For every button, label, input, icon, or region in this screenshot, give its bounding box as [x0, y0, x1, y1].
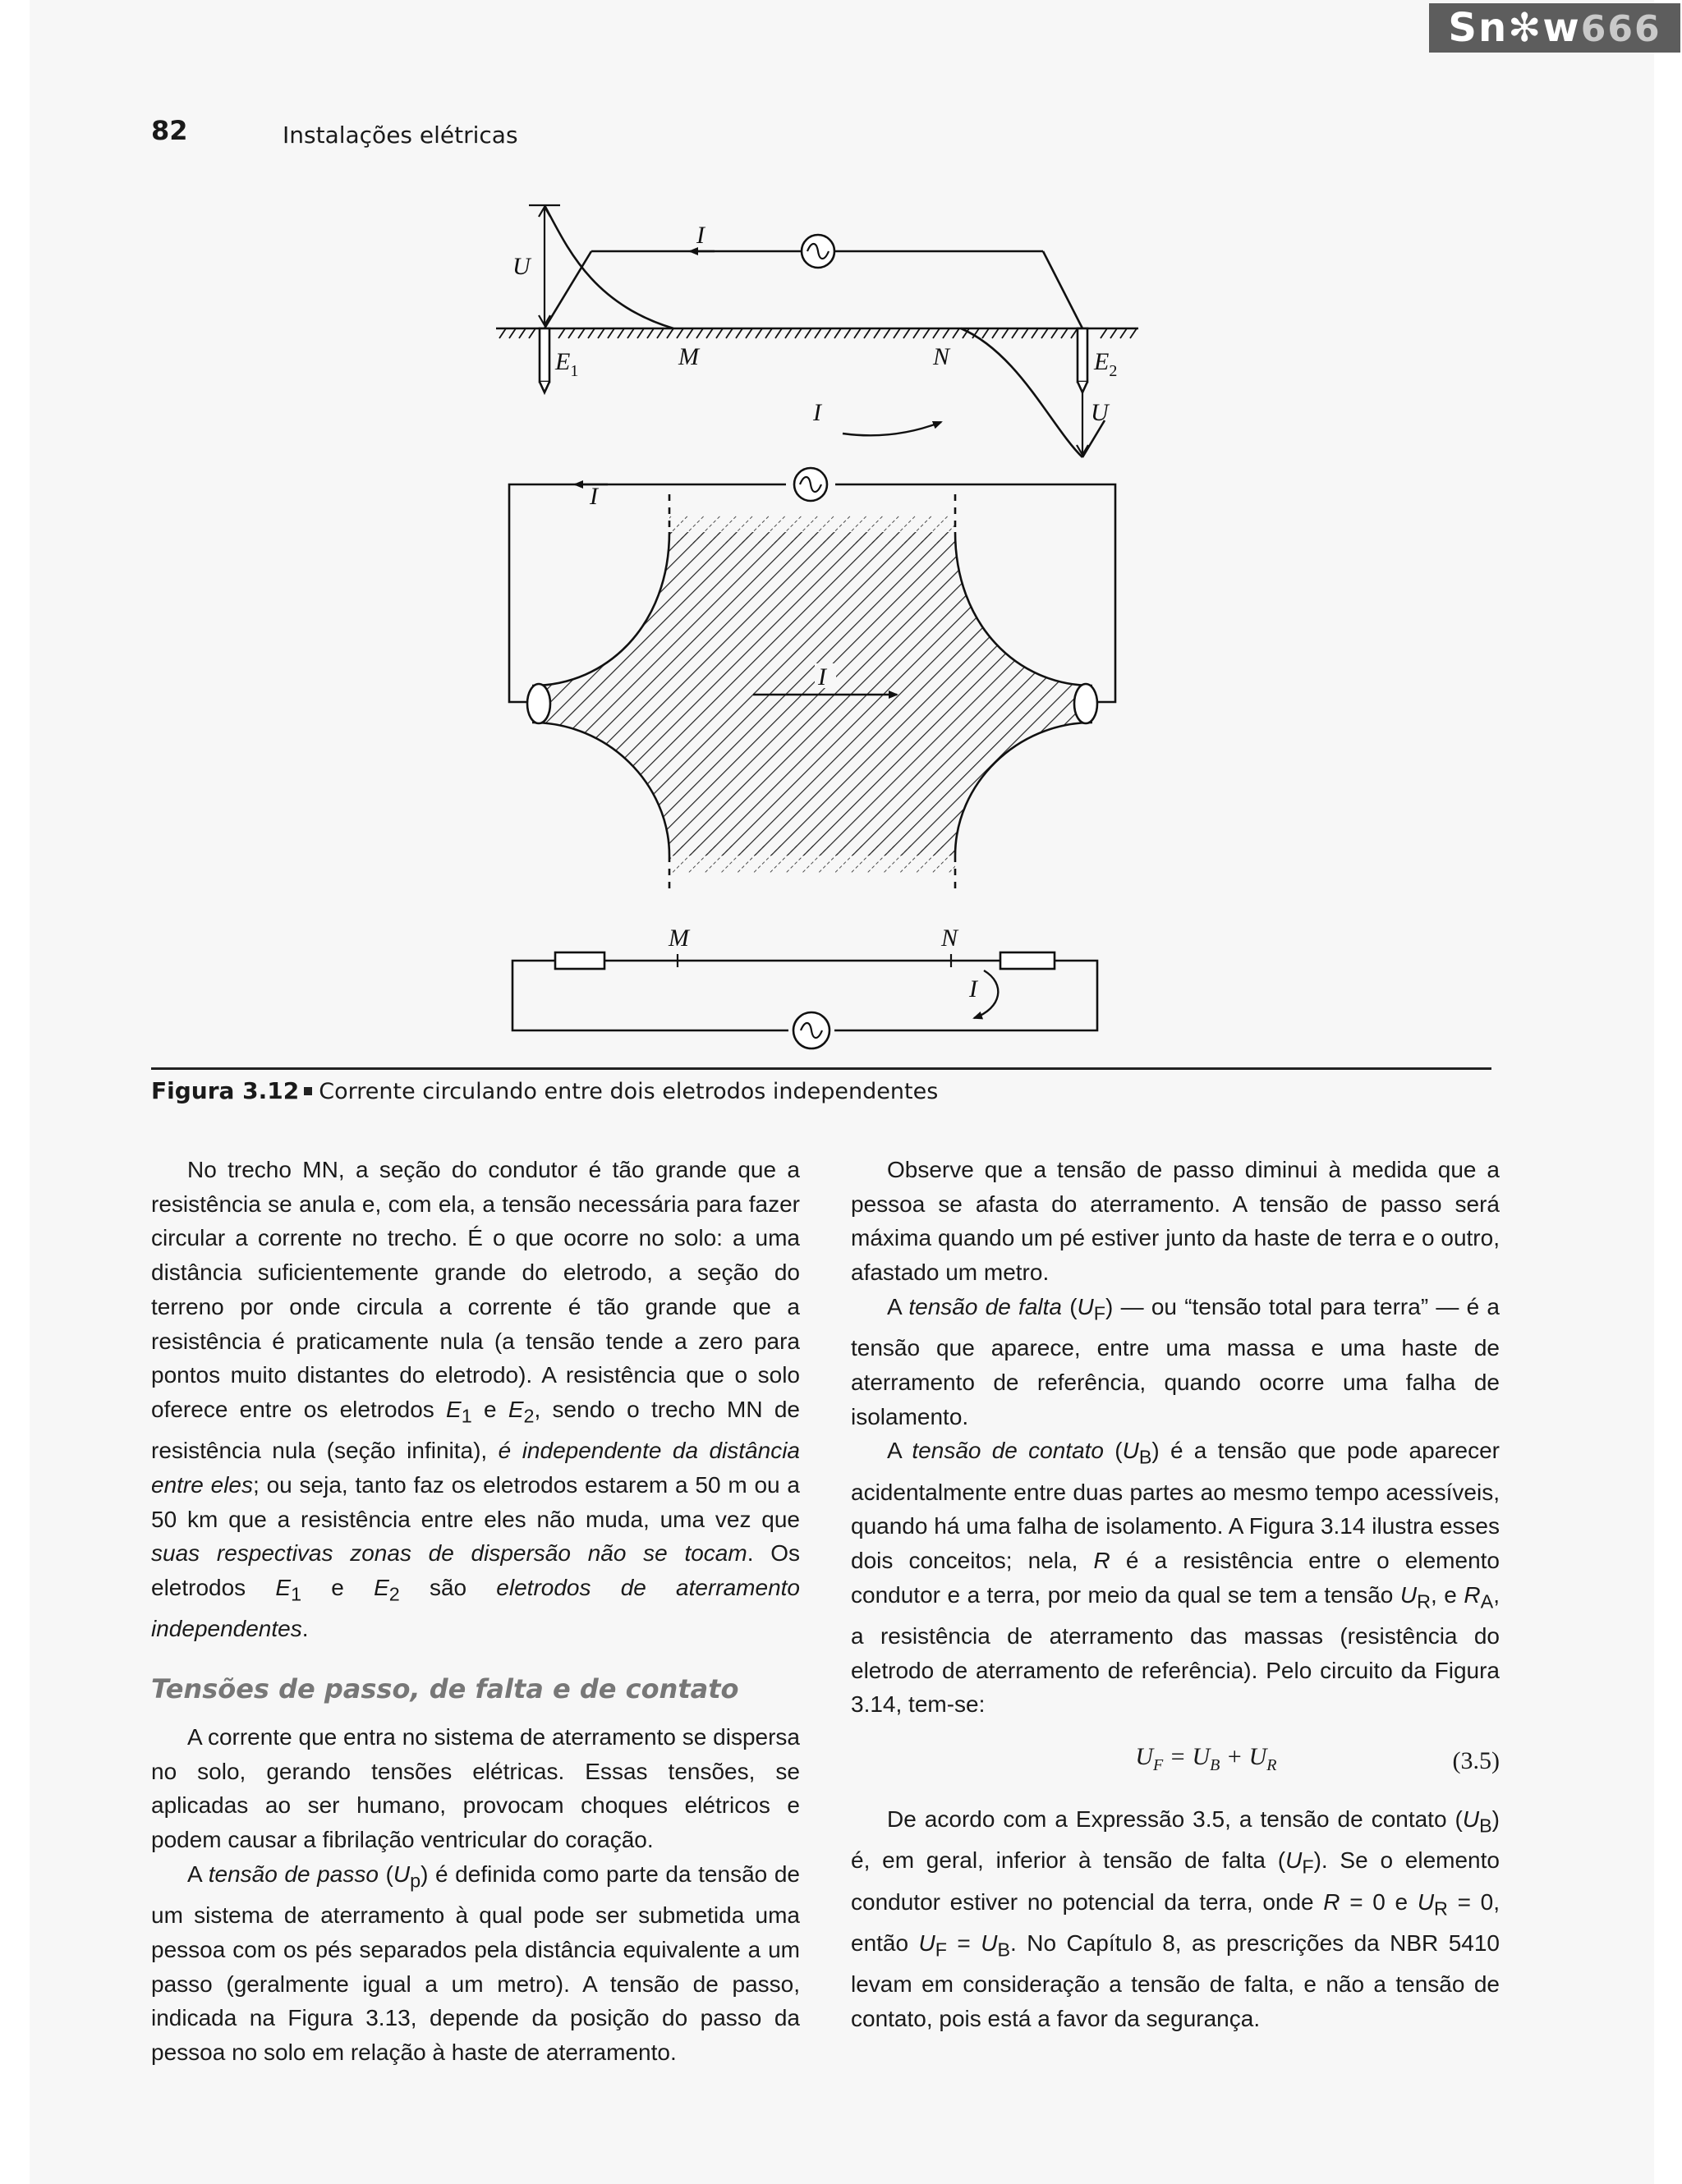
ground-hatch-tick	[746, 328, 752, 338]
ground-hatch-tick	[765, 328, 772, 338]
right-paragraph-1: Observe que a tensão de passo diminui à medida que a pessoa se afasta do aterramento. A tensão de passo será máxima quando um pé estiver junto da haste de terra e o outro, afastado um metro.	[851, 1157, 1500, 1286]
electrode-right-middle	[1074, 684, 1097, 723]
label-e2: $E_2$	[1094, 348, 1118, 380]
ground-hatch-tick	[903, 328, 910, 338]
ground-hatch-tick	[657, 328, 664, 338]
electrode-e1	[540, 328, 549, 382]
ground-hatch-tick	[1012, 328, 1018, 338]
label-current-soil: I	[813, 399, 821, 426]
electrode-left-middle	[527, 684, 550, 723]
ground-hatch-tick	[874, 328, 880, 338]
middle-diagram	[509, 468, 1115, 895]
ground-hatch-tick	[1110, 328, 1117, 338]
right-column	[851, 1153, 1500, 2036]
equation-body: $U_F = U_B + U_R$	[1135, 1742, 1277, 1774]
ground-hatch-tick	[1051, 328, 1058, 338]
ground-hatch-tick	[1101, 328, 1107, 338]
ground-hatch-tick	[687, 328, 693, 338]
caption-bullet	[304, 1087, 312, 1095]
ground-hatch-tick	[864, 328, 871, 338]
ground-hatch-tick	[608, 328, 614, 338]
potential-curve-right	[961, 328, 1082, 457]
ground-hatch-tick	[696, 328, 703, 338]
equation-number: (3.5)	[1452, 1747, 1500, 1775]
label-m-bottom: M	[669, 925, 689, 952]
page-number: 82	[151, 115, 188, 146]
ground-hatch-tick	[627, 328, 634, 338]
ground-hatch-tick	[578, 328, 585, 338]
label-voltage-left: U	[512, 253, 531, 280]
ground-hatch-tick	[1120, 328, 1127, 338]
label-m-top: M	[678, 343, 699, 370]
ground-hatch-tick	[637, 328, 644, 338]
ground-hatch-tick	[618, 328, 624, 338]
ground-hatch-tick	[558, 328, 565, 338]
ground-hatch-tick	[933, 328, 940, 338]
current-arrow-soil	[843, 422, 941, 435]
ground-hatch-tick	[844, 328, 851, 338]
equation-3-5	[851, 1737, 1500, 1786]
label-current-bottom: I	[969, 975, 977, 1003]
electrode-e2	[1078, 328, 1087, 382]
ground-hatch-tick	[982, 328, 989, 338]
far-zone-bottom	[669, 844, 955, 874]
ground-hatch-tick	[529, 328, 535, 338]
left-paragraph-2: A corrente que entra no sistema de aterramento se dispersa no solo, gerando tensões elétricas. Essas tensões, se aplicadas ao ser humano, provocam choques elétricos e podem causar a fibrilação ventricular do coração.	[151, 1724, 800, 1853]
ground-hatch-tick	[1061, 328, 1068, 338]
ground-hatch-tick	[785, 328, 792, 338]
right-paragraph-4: De acordo com a Expressão 3.5, a tensão de contato $(U_B)$ é, em geral, inferior à tensão de falta $(U_F)$. Se o elemento condutor estiver no potencial da terra, onde R = 0 e $U_R = 0$, então $U_F = U_B$. No Capítulo 8, as prescrições da NBR 5410 levam em consideração a tensão de falta, e não a tensão de contato, pois está a favor da segurança.	[851, 1806, 1500, 2031]
ground-hatch-tick	[588, 328, 595, 338]
running-title: Instalações elétricas	[283, 122, 518, 149]
label-e1: $E_1$	[555, 348, 579, 380]
right-paragraph-3: A tensão de contato $(U_B)$ é a tensão que pode aparecer acidentalmente entre duas partes ao mesmo tempo acessíveis, quando há uma falha de isolamento. A Figura 3.14 ilustra esses dois conceitos; nela, R é a resistência entre o elemento condutor e a terra, por meio da qual se tem a tensão $U_R$, e $R_A$, a resistência de aterramento das massas (resistência do eletrodo de aterramento de referência). Pelo circuito da Figura 3.14, tem-se:	[851, 1438, 1500, 1718]
ground-hatch-tick	[775, 328, 782, 338]
resistor-right	[1000, 952, 1055, 969]
ground-hatch-tick	[894, 328, 900, 338]
section-heading: Tensões de passo, de falta e de contato	[151, 1673, 739, 1705]
ground-hatch-tick	[854, 328, 861, 338]
ground-hatch-tick	[825, 328, 831, 338]
label-n-top: N	[933, 343, 950, 370]
right-paragraph-2: A tensão de falta $(U_F)$ — ou “tensão total para terra” — é a tensão que aparece, entre uma massa e uma haste de aterramento de referência, quando ocorre uma falha de isolamento.	[851, 1293, 1500, 1429]
electrode-e1-tip	[540, 382, 549, 392]
ground-hatch-tick	[923, 328, 930, 338]
ground-hatch-tick	[805, 328, 811, 338]
ground-hatch-tick	[953, 328, 959, 338]
left-paragraph-1: No trecho MN, a seção do condutor é tão grande que a resistência se anula e, com ela, a tensão necessária para fazer circular a corrente no trecho. É o que ocorre no solo: a uma distância suficientemente grande do eletrodo, a seção do terreno por onde circula a corrente é tão grande que a resistência é praticamente nula (a tensão tende a zero para pontos muito distantes do eletrodo). A resistência que o solo oferece entre os eletrodos $E_1$ e $E_2$, sendo o trecho MN de resistência nula (seção infinita), é independente da distância entre eles; ou seja, tanto faz os eletrodos estarem a 50 m ou a 50 km que a resistência entre eles não muda, uma vez que suas respectivas zonas de dispersão não se tocam. Os eletrodos $E_1$ e $E_2$ são eletrodos de aterramento independentes.	[151, 1157, 801, 1642]
ground-hatch-tick	[519, 328, 526, 338]
caption-text: Corrente circulando entre dois eletrodos independentes	[319, 1079, 939, 1104]
ground-hatch-tick	[706, 328, 713, 338]
ground-hatch-tick	[499, 328, 506, 338]
ground-hatch-tick	[667, 328, 673, 338]
ground-hatch-tick	[1022, 328, 1028, 338]
ground-hatch-tick	[1032, 328, 1038, 338]
ground-hatch-tick	[598, 328, 604, 338]
ground-hatch-tick	[834, 328, 841, 338]
ground-hatch-tick	[677, 328, 683, 338]
label-voltage-right: U	[1091, 399, 1109, 426]
figure-caption	[151, 1077, 938, 1104]
ground-hatch-tick	[815, 328, 821, 338]
ground-hatch-tick	[943, 328, 949, 338]
left-paragraph-3: A tensão de passo $(U_p)$ é definida como parte da tensão de um sistema de aterramento à qual pode ser submetida uma pessoa com os pés separados pela distância equivalente a um passo (geralmente igual a um metro). A tensão de passo, indicada na Figura 3.13, depende da posição do passo da pessoa no solo em relação à haste de aterramento.	[151, 1861, 800, 2065]
caption-rule	[151, 1067, 1491, 1070]
ground-hatch-tick	[1002, 328, 1009, 338]
electrode-e2-tip	[1078, 382, 1087, 392]
resistor-left	[555, 952, 604, 969]
supply-wire-left	[545, 251, 591, 328]
ground-hatch-tick	[1130, 328, 1137, 338]
far-zone-top	[669, 516, 955, 545]
ground-hatch-tick	[726, 328, 733, 338]
ground-hatch-tick	[884, 328, 890, 338]
ground-hatch-tick	[716, 328, 723, 338]
ground-hatch-tick	[509, 328, 516, 338]
ground-hatching	[499, 328, 1137, 338]
ground-hatch-tick	[913, 328, 920, 338]
potential-curve-left	[545, 205, 673, 328]
supply-wire-right	[1043, 251, 1082, 328]
ground-hatch-tick	[736, 328, 742, 338]
current-arrow-bottom	[974, 970, 998, 1018]
label-current-middle-top: I	[590, 483, 598, 510]
label-current-top: I	[696, 222, 705, 249]
watermark-logo: Sn✻w666	[1429, 3, 1680, 53]
label-n-bottom: N	[941, 925, 958, 952]
ground-hatch-tick	[795, 328, 802, 338]
caption-label: Figura 3.12	[151, 1077, 300, 1104]
ground-hatch-tick	[568, 328, 575, 338]
left-column	[151, 1153, 800, 2070]
ground-hatch-tick	[992, 328, 999, 338]
label-current-middle: I	[818, 663, 826, 691]
ground-hatch-tick	[647, 328, 654, 338]
bottom-diagram	[512, 952, 1097, 1048]
ground-hatch-tick	[1041, 328, 1048, 338]
figure-3-12	[0, 0, 1682, 1067]
ground-hatch-tick	[756, 328, 762, 338]
